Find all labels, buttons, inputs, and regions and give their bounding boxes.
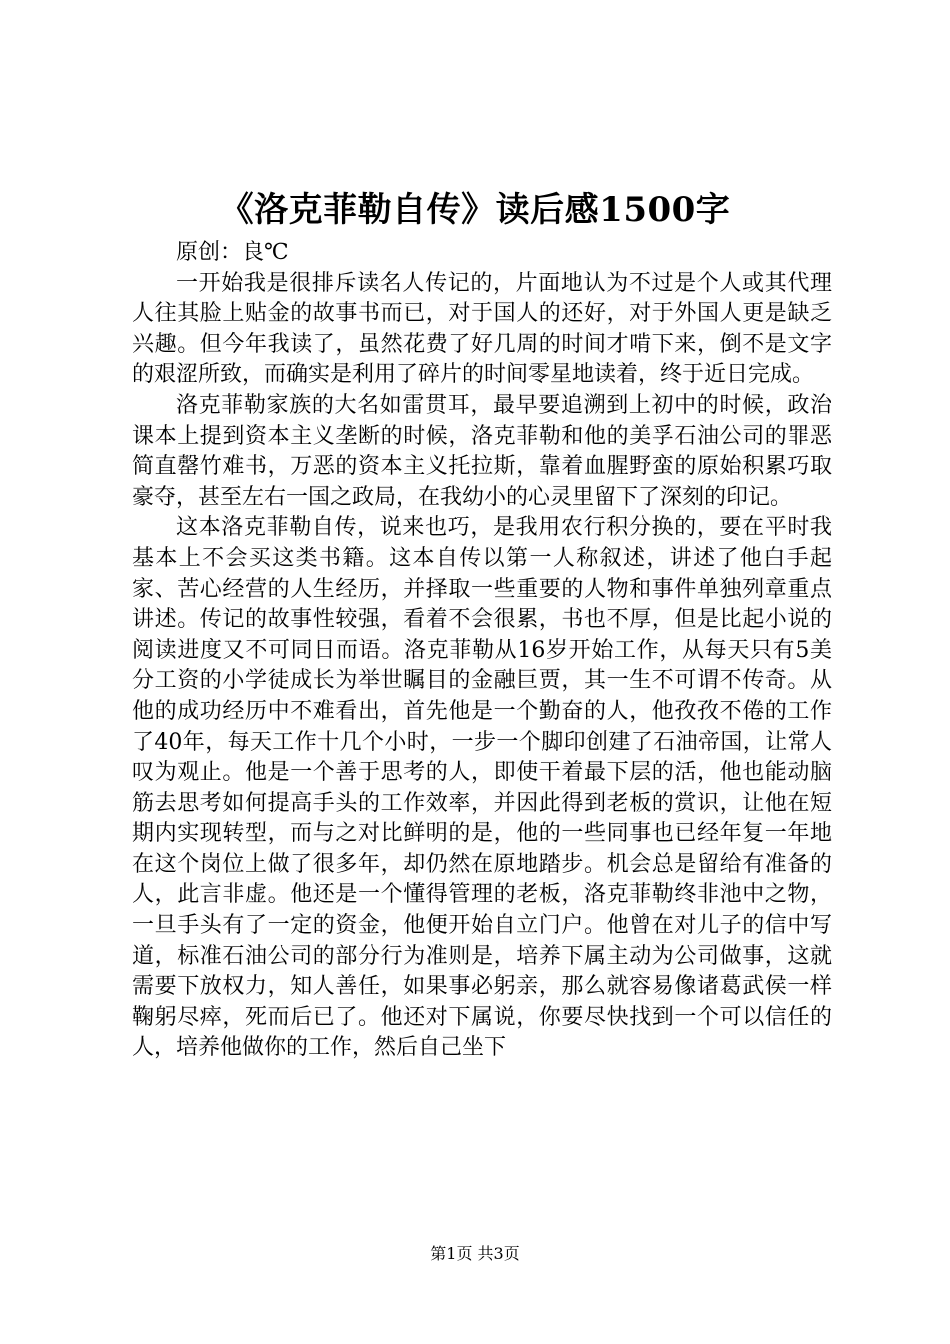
paragraph: 这本洛克菲勒自传，说来也巧，是我用农行积分换的，要在平时我基本上不会买这类书籍。这本自传以第一人称叙述，讲述了他白手起家、苦心经营的人生经历，并择取一些重要的人物和事件单独列章重点讲述。传记的故事性较强，看着不会很累，书也不厚，但是比起小说的阅读进度又不可同日而语。洛克菲勒从16岁开始工作，从每天只有5美分工资的小学徒成长为举世瞩目的金融巨贾，其一生不可谓不传奇。从他的成功经历中不难看出，首先他是一个勤奋的人，他孜孜不倦的工作了40年，每天工作十几个小时，一步一个脚印创建了石油帝国，让常人叹为观止。他是一个善于思考的人，即使干着最下层的活，他也能动脑筋去思考如何提高手头的工作效率，并因此得到老板的赏识，让他在短期内实现转型，而与之对比鲜明的是，他的一些同事也已经年复一年地在这个岗位上做了很多年，却仍然在原地踏步。机会总是留给有准备的人，此言非虚。他还是一个懂得管理的老板，洛克菲勒终非池中之物，一旦手头有了一定的资金，他便开始自立门户。他曾在对儿子的信中写道，标准石油公司的部分行为准则是，培养下属主动为公司做事，这就需要下放权力，知人善任，如果事必躬亲，那么就容易像诸葛武侯一样鞠躬尽瘁，死而后已了。他还对下属说，你要尽快找到一个可以信任的人，培养他做你的工作，然后自己坐下	[132, 515, 832, 1061]
author-line: 原创：良℃	[176, 240, 289, 265]
page-footer: 第1页 共3页	[430, 1244, 520, 1263]
document-body	[132, 238, 832, 1064]
document-title: 《洛克菲勒自传》读后感1500字	[219, 190, 731, 230]
paragraph: 一开始我是很排斥读名人传记的，片面地认为不过是个人或其代理人往其脸上贴金的故事书而已，对于国人的还好，对于外国人更是缺乏兴趣。但今年我读了，虽然花费了好几周的时间才啃下来，倒不是文字的艰涩所致，而确实是利用了碎片的时间零星地读着，终于近日完成。	[132, 270, 832, 388]
paragraph: 洛克菲勒家族的大名如雷贯耳，最早要追溯到上初中的时候，政治课本上提到资本主义垄断的时候，洛克菲勒和他的美孚石油公司的罪恶简直罄竹难书，万恶的资本主义托拉斯，靠着血腥野蛮的原始积累巧取豪夺，甚至左右一国之政局，在我幼小的心灵里留下了深刻的印记。	[132, 392, 832, 510]
